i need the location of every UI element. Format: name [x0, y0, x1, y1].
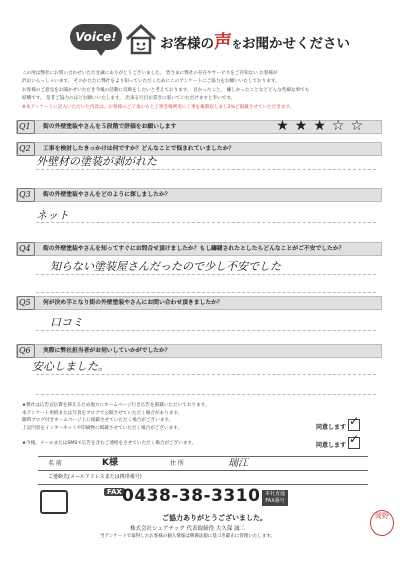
question-3: Q3 街の外壁塗装やさんをどのように探しましたか？: [16, 188, 382, 202]
rating-stars: ★★★☆☆: [276, 118, 369, 134]
agree-checkbox-2[interactable]: ✓: [348, 437, 360, 449]
intro-text: この度は弊社にお問い合わせいただき誠にありがとうございました。 皆さまに弊社の存在やサービスをご存知ない お客様が 沢山いらっしゃいます。 そのかたたに弊社をより知っていただくためにこのアンケートにご協力をお願いいたしております。 お客様のご意見をお聞かせいただき今後の活動に反映をしたいと考えております。 目かったこと、 嫌しかったことなどどんな些細な事でも 結構です。 是非ご協力のほどお願いいたします。 出来る行目お書きに家いていただけますと幸いです。 ※本アンケートに記入いただいた内容は、お客様のご了承のもと工事会場例実に工事を後期収しまし2%ど掲載させていただきます。: [22, 71, 310, 110]
fax-icon: [40, 490, 68, 514]
question-1: Q1 街の外壁塗装やさんを５段階で評価をお願いします ★★★☆☆: [16, 120, 382, 134]
thanks: ご協力ありがとうございました。: [162, 514, 267, 522]
fax-label: FAX: [104, 488, 125, 496]
page-title: お客様の声をお聞かせください: [160, 32, 350, 53]
notes: ★弊社は広告宣伝費を抑えるため地方にホームページ行き広告を掲載いただいております。 本アンケート用紙または写真をブログで公開させていただく場合があります。 随時ブログ付きホームページ上に掲載させていただく場合がございます。 上記内容をインターネットや印刷物に掲載させていただく場合がございます。: [22, 403, 210, 431]
question-6: Q6 実際に弊社担当者がお伺いしていかがでしたか？: [16, 344, 382, 358]
answer-6: 安心しました。: [32, 360, 109, 373]
company: 株式会社シェアテック 代表取締役 大久保 誠二: [130, 526, 246, 532]
question-4: Q4 街の外壁塗装やさんを知ってすぐにお問合せ頂けましたか？もし躊躇されたとしたらどんなことがご不安でしたか？: [16, 242, 382, 256]
agree-checkbox-1[interactable]: ✓: [348, 419, 360, 431]
agree-label-1: 同意します: [316, 424, 347, 431]
answer-2: 外壁材の塗装が剥がれた: [36, 155, 157, 168]
notes-sms: ★今後、メールまたはSMSで広告を含むご連絡をさせていただく場合がございます。: [22, 441, 197, 446]
answer-3: ネット: [36, 209, 69, 222]
agree-label-2: 同意します: [316, 442, 347, 449]
question-5: Q5 何が決め手となり街の外壁塗装やさんにお問い合わせ頂きましたか？: [16, 296, 382, 310]
contact-form: 名 前 K様 住 所 瑞江 ご連絡先(メールアドレスまたは携帯番号): [38, 456, 368, 485]
fax-number: 0438-38-3310: [122, 486, 261, 506]
header: [70, 20, 360, 62]
house-icon: [124, 22, 158, 56]
privacy-note: 当アンケートで取得したお客様の個人情報は関係法規に基づき厳正に管理いたします。: [100, 534, 275, 539]
voice-badge: Voice!: [70, 24, 122, 50]
address-value: 瑞江: [228, 458, 248, 469]
answer-5: 口コミ: [50, 316, 83, 329]
question-2: Q2 工事を検討したきっかけは何ですか？どんなことで悩まれていましたか？: [16, 142, 382, 156]
name-value: K様: [102, 458, 118, 468]
name-stamp: 岡野: [370, 510, 394, 536]
answer-4: 知らない塗装屋さんだったので少し不安でした: [50, 260, 281, 273]
fax-note: 本社直通 FAX番号: [262, 490, 288, 506]
